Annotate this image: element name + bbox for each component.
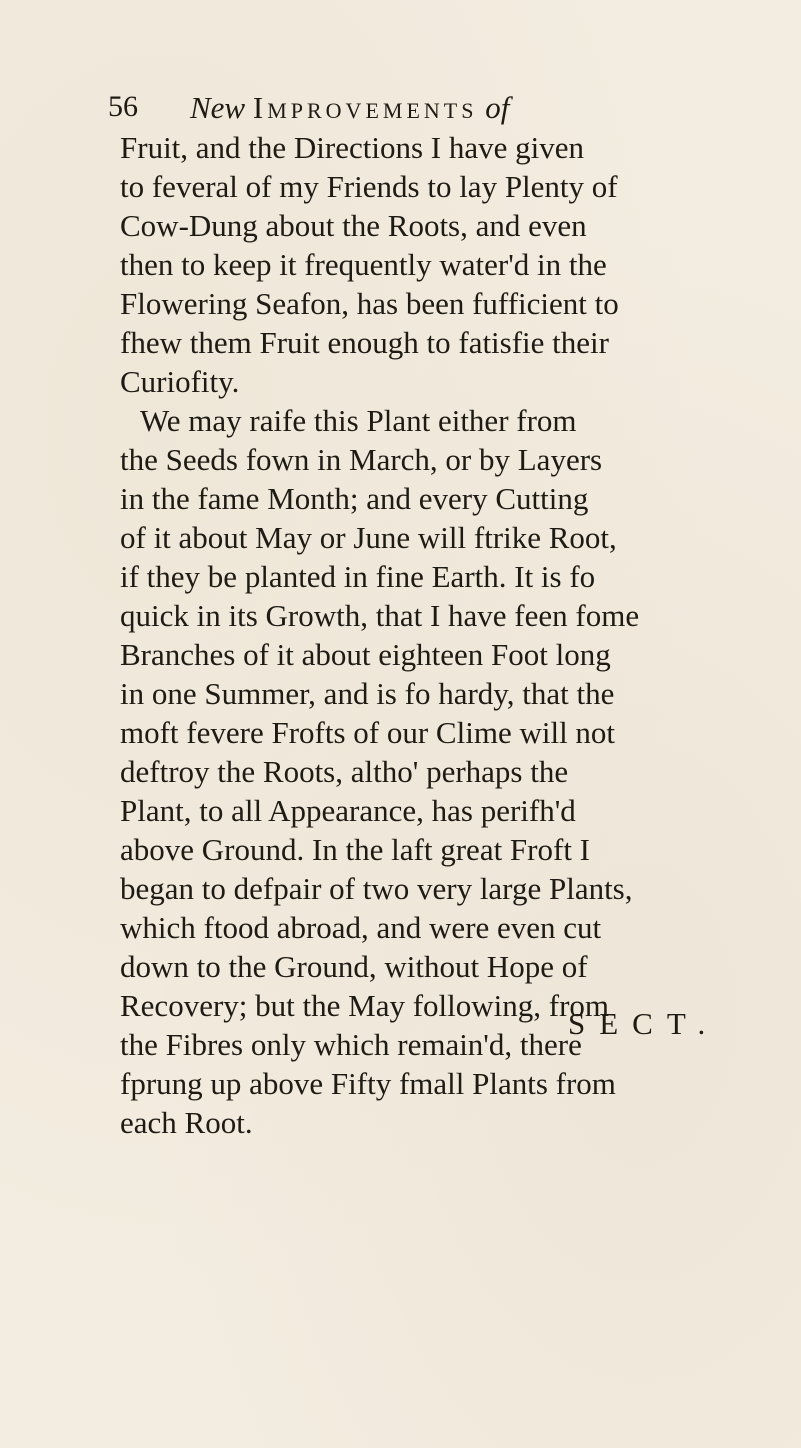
catchword: SECT. <box>568 1006 720 1041</box>
running-title <box>190 90 509 126</box>
text-line: began to defpair of two very large Plants, <box>120 871 633 906</box>
running-title-new: New <box>190 90 246 125</box>
text-line: in one Summer, and is fo hardy, that the <box>120 676 615 711</box>
text-line: then to keep it frequently water'd in the <box>120 247 607 282</box>
text-line: quick in its Growth, that I have feen fome <box>120 598 640 633</box>
page-number: 56 <box>108 90 138 123</box>
text-line: the Seeds fown in March, or by Layers <box>120 442 603 477</box>
text-line: Fruit, and the Directions I have given <box>120 130 585 165</box>
text-line: Flowering Seafon, has been fufficient to <box>120 286 619 321</box>
text-line: deftroy the Roots, altho' perhaps the <box>120 754 569 789</box>
text-line: Branches of it about eighteen Foot long <box>120 637 611 672</box>
text-line: Cow-Dung about the Roots, and even <box>120 208 587 243</box>
text-line: of it about May or June will ftrike Root, <box>120 520 617 555</box>
text-line: down to the Ground, without Hope of <box>120 949 588 984</box>
text-line: moft fevere Frofts of our Clime will not <box>120 715 616 750</box>
running-title-improvements: Improvements <box>252 90 478 125</box>
text-line: in the fame Month; and every Cutting <box>120 481 589 516</box>
text-line: Recovery; but the May following, from <box>120 988 610 1023</box>
text-line: Curiofity. <box>120 364 240 399</box>
text-line: Plant, to all Appearance, has perifh'd <box>120 793 576 828</box>
text-line: to feveral of my Friends to lay Plenty of <box>120 169 618 204</box>
text-line: fprung up above Fifty fmall Plants from <box>120 1066 616 1101</box>
body-text <box>120 128 710 1142</box>
text-line: which ftood abroad, and were even cut <box>120 910 602 945</box>
text-line: if they be planted in fine Earth. It is fo <box>120 559 596 594</box>
text-line: above Ground. In the laft great Froft I <box>120 832 591 867</box>
running-title-of: of <box>485 90 510 125</box>
text-line: each Root. <box>120 1105 253 1140</box>
text-line: fhew them Fruit enough to fatisfie their <box>120 325 609 360</box>
text-line: the Fibres only which remain'd, there <box>120 1027 582 1062</box>
paragraph-start-line: We may raife this Plant either from <box>140 403 577 438</box>
page-header <box>100 90 700 130</box>
